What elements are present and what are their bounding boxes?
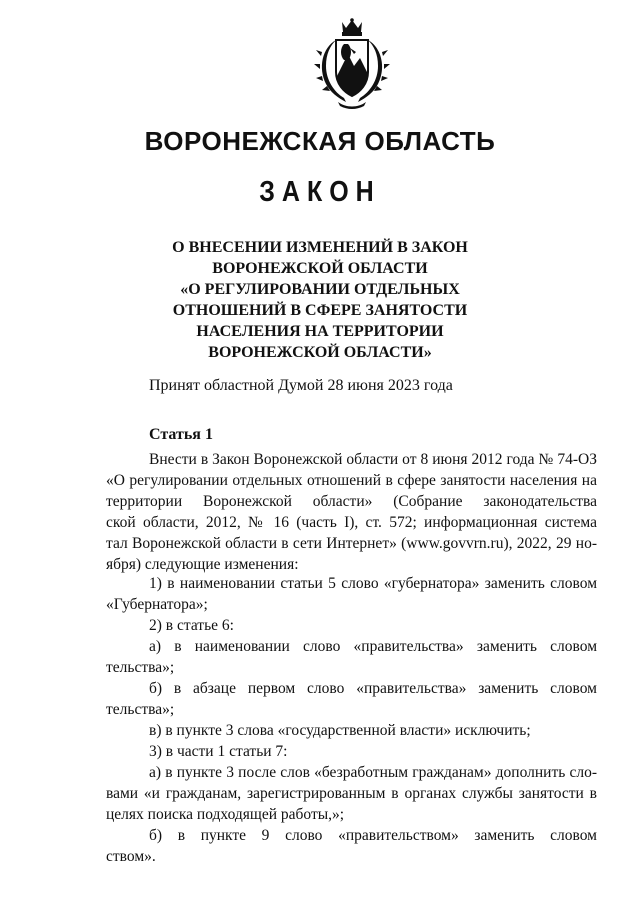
amendment-line: ством». [106,848,156,865]
amendment-line: тельства»; [106,701,175,718]
region-heading: ВОРОНЕЖСКАЯ ОБЛАСТЬ [144,126,496,156]
amendment-line: 2) в статье 6: [149,617,234,634]
title-line: ОТНОШЕНИЙ В СФЕРЕ ЗАНЯТОСТИ [172,302,468,319]
document-type-heading: ЗАКОН [259,175,381,209]
article-intro [106,449,597,575]
intro-line: Внести в Закон Воронежской области от 8 июня 2012 года № 74-ОЗ [149,451,597,468]
intro-line: ября) следующие изменения: [106,556,299,573]
intro-line: «О регулировании отдельных отношений в сфере занятости населения на [106,472,597,489]
amendment-line: б) в абзаце первом слово «правительства» заменить словом [149,680,597,697]
amendment-line: «Губернатора»; [106,596,208,613]
amendment-line: в) в пункте 3 слова «государственной власти» исключить; [149,722,531,739]
amendment-line: 1) в наименовании статьи 5 слово «губернатора» заменить словом [149,575,597,592]
amendment-line: б) в пункте 9 слово «правительством» заменить словом [149,827,597,844]
amendment-line: вами «и гражданам, зарегистрированным в органах службы занятости в [106,785,597,802]
amendment-line: 3) в части 1 статьи 7: [149,743,288,760]
amendment-line: тельства»; [106,659,175,676]
amendment-line: целях поиска подходящей работы,»; [106,806,345,823]
intro-line: ской области, 2012, № 16 (часть I), ст. 572; информационная система [106,514,597,531]
amendment-line: а) в пункте 3 после слов «безработным гражданам» дополнить сло- [149,764,597,781]
title-line: О ВНЕСЕНИИ ИЗМЕНЕНИЙ В ЗАКОН [172,239,468,256]
title-line: ВОРОНЕЖСКОЙ ОБЛАСТИ [212,260,428,277]
coat-of-arms-icon [314,18,390,110]
title-line: «О РЕГУЛИРОВАНИИ ОТДЕЛЬНЫХ [180,281,460,298]
article-heading: Статья 1 [149,426,213,443]
intro-line: тал Воронежской области в сети Интернет» (www.govvrn.ru), 2022, 29 но- [106,535,597,552]
title-line: ВОРОНЕЖСКОЙ ОБЛАСТИ» [208,344,432,361]
intro-line: территории Воронежской области» (Собрание законодательства [106,493,597,510]
title-line: НАСЕЛЕНИЯ НА ТЕРРИТОРИИ [196,323,444,340]
amendment-list [106,573,597,867]
amendment-line: а) в наименовании слово «правительства» заменить словом [149,638,597,655]
adoption-date: Принят областной Думой 28 июня 2023 года [149,377,453,394]
law-title [170,237,470,363]
